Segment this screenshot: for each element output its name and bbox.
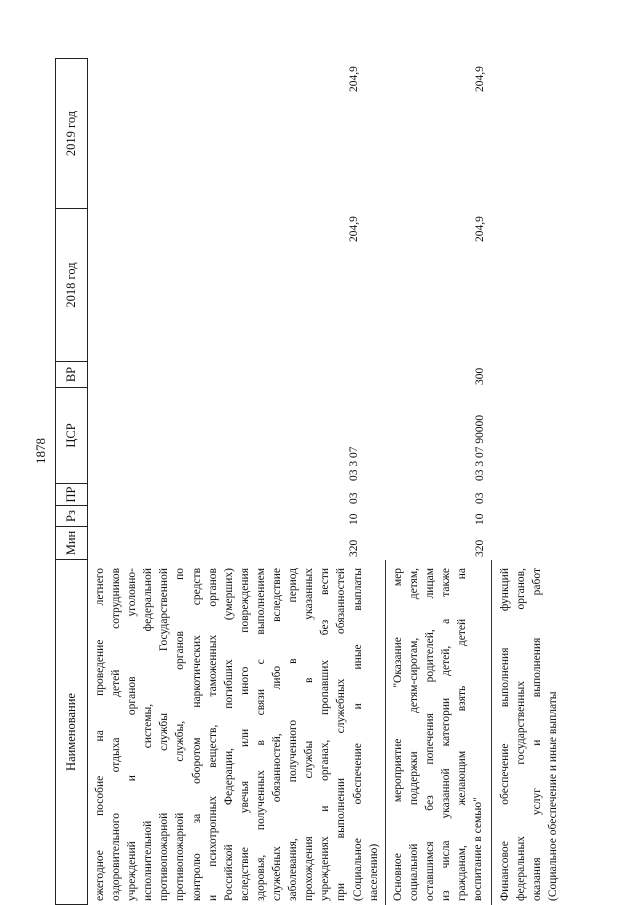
table-header <box>55 58 88 905</box>
header-vr: ВР <box>56 361 87 387</box>
name-line: Финансовое обеспечение выполнения функций <box>499 568 511 901</box>
name-line: служебных обязанностей, либо вследствие <box>271 568 284 901</box>
name-line: прохождения службы в указанных <box>303 568 316 901</box>
name-line: Основное мероприятие "Оказание мер <box>392 568 404 901</box>
cell-rz: 10 <box>474 513 486 525</box>
name-line: учреждений и органов уголовно- <box>126 568 139 901</box>
header-rz: Рз <box>56 505 87 526</box>
cell-2019: 204,9 <box>474 66 486 92</box>
cell-2018: 204,9 <box>348 216 360 242</box>
header-2018: 2018 год <box>56 208 87 361</box>
name-line: оздоровительного отдыха детей сотрудников <box>110 568 123 901</box>
name-line: противопожарной службы Государственной <box>158 568 171 901</box>
name-line: учреждениях и органах, пропавших без вести <box>319 568 332 901</box>
name-line: заболевания, полученного в период <box>287 568 300 901</box>
row-name <box>497 568 561 901</box>
name-line: при выполнении служебных обязанностей <box>335 568 348 901</box>
name-line: здоровья, полученных в связи с выполнением <box>254 568 267 901</box>
name-line: (Социальное обеспечение и иные выплаты <box>547 691 560 901</box>
name-line: противопожарной службы, органов по <box>174 568 187 901</box>
header-csr: ЦСР <box>56 387 87 483</box>
name-line: гражданам, желающим взять детей на <box>456 568 469 901</box>
name-line: (Социальное обеспечение и иные выплаты <box>351 568 364 901</box>
cell-csr: 03 3 07 90000 <box>474 414 486 481</box>
cell-vr: 300 <box>474 367 486 385</box>
row-name <box>92 568 382 901</box>
header-2019: 2019 год <box>64 110 78 157</box>
row-name <box>390 568 487 901</box>
name-line: оказания услуг и выполнения работ <box>531 568 544 901</box>
page-number: 1878 <box>33 438 48 464</box>
name-line: воспитание в семью" <box>472 797 485 901</box>
header-name: Наименование <box>56 559 87 904</box>
name-line: ежегодное пособие на проведение летнего <box>94 568 106 901</box>
rotated-table <box>55 58 603 905</box>
name-line: вследствие увечья или иного повреждения <box>238 568 251 901</box>
name-line: населению) <box>367 843 380 901</box>
cell-pr: 03 <box>348 492 360 504</box>
cell-rz: 10 <box>348 513 360 525</box>
header-min: Мин <box>56 526 87 559</box>
name-line: социальной поддержки детям-сиротам, детям, <box>408 568 421 901</box>
cell-min: 320 <box>348 539 360 557</box>
cell-pr: 03 <box>474 492 486 504</box>
cell-2019: 204,9 <box>348 66 360 92</box>
name-line: Российской Федерации, погибших (умерших) <box>222 568 235 901</box>
name-line: исполнительной системы, федеральной <box>142 568 155 901</box>
cell-min: 320 <box>474 539 486 557</box>
name-line: контролю за оборотом наркотических средств <box>190 568 203 901</box>
cell-2018: 204,9 <box>474 216 486 242</box>
row-divider <box>491 560 492 905</box>
name-line: федеральных государственных органов, <box>515 568 528 901</box>
cell-csr: 03 3 07 <box>348 446 360 481</box>
header-pr: ПР <box>56 483 87 505</box>
name-line: оставшимся без попечения родителей, лицам <box>424 568 437 901</box>
name-line: и психотропных веществ, таможенных органов <box>206 568 219 901</box>
row-divider <box>385 560 386 905</box>
name-line: из числа указанной категории детей, а также <box>440 568 453 901</box>
